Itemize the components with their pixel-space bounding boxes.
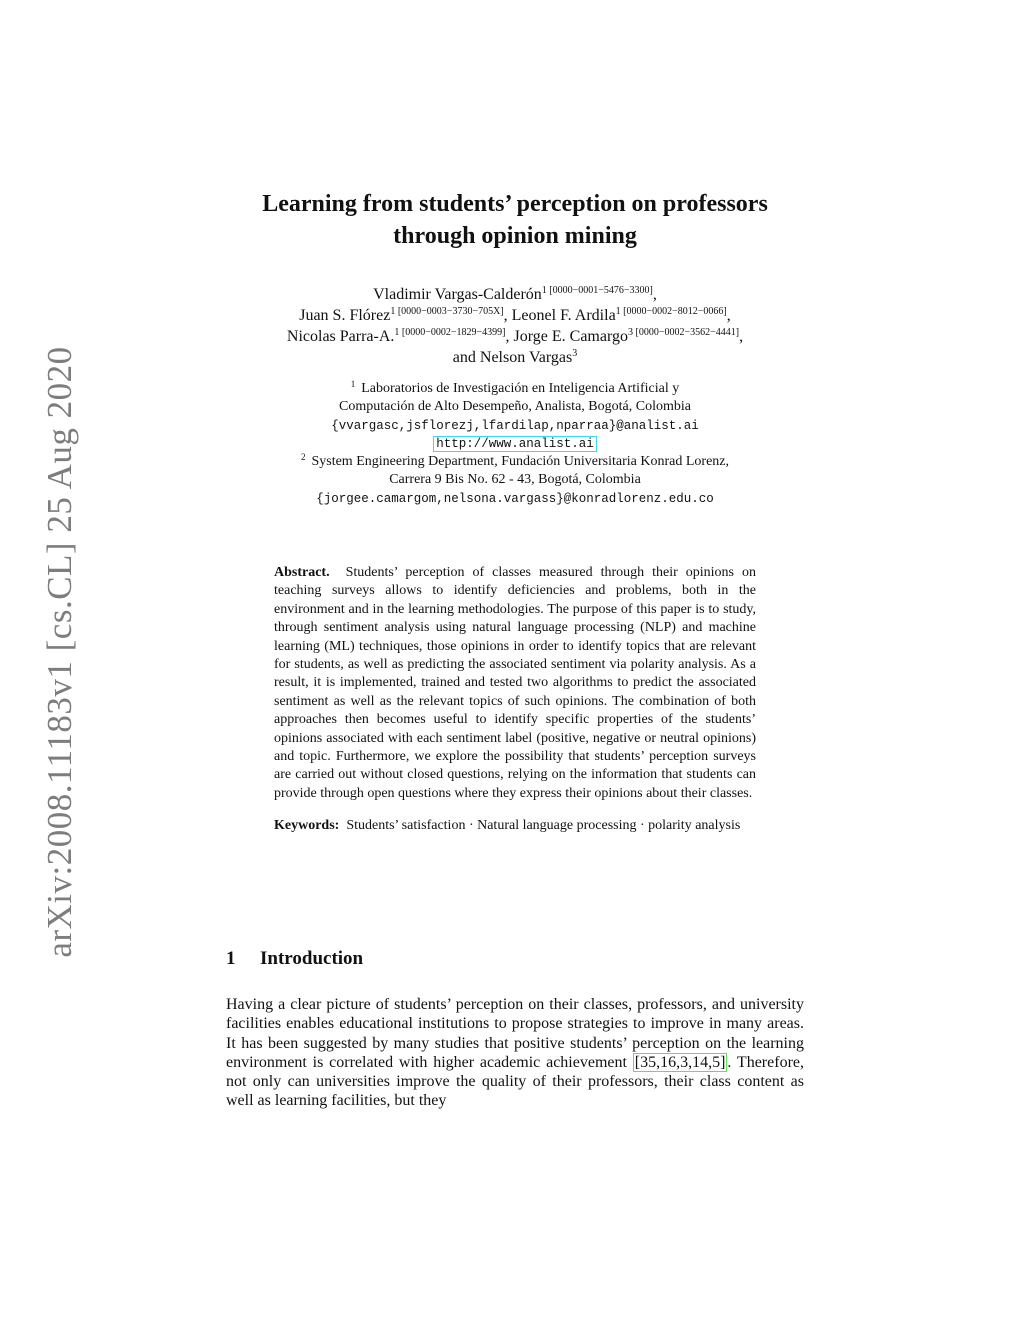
affil-emails: {jorgee.camargom,nelsona.vargass}@konradlorenz.edu.co [316,491,714,506]
affil-emails: {vvargasc,jsflorezj,lfardilap,nparraa}@analist.ai [331,418,699,433]
abstract-label: Abstract. [274,565,330,580]
affil-line: Computación de Alto Desempeño, Analista, Bogotá, Colombia [339,399,691,415]
author-orcid: 1 [0000−0003−3730−705X] [390,306,504,317]
author-orcid: 3 [0000−0002−3562−4441] [628,327,740,338]
author-line-3: Nicolas Parra-A.$^{1 [0000-0002-1829-4399]}$, Jorge E. Camargo$^{3 [0000-0002-3562-4441]}$, [286,327,744,345]
abstract-block [274,564,756,836]
author-orcid: 1 [0000−0001−5476−3300] [541,285,653,296]
section-number: 1 [226,948,236,969]
author-name: Jorge E. Camargo [513,328,628,345]
keywords-label: Keywords: [274,818,340,834]
arxiv-stamp: arXiv:2008.11183v1 [cs.CL] 25 Aug 2020 [40,346,79,958]
keywords-paragraph [274,817,756,835]
author-orcid: 1 [0000−0002−8012−0066] [615,306,727,317]
affil-line: $^1$ Laboratorios de Investigación en Inteligencia Artificial y [350,379,680,396]
author-affil-mark: 3 [572,348,578,359]
author-name: Juan S. Flórez [299,307,391,324]
citation-link[interactable]: [35,16,3,14,5] [634,1053,726,1071]
author-line-1: Vladimir Vargas-Calderón$^{1 [0000-0001-5476-3300]}$, [373,285,657,303]
author-name: Vladimir Vargas-Calderón [373,286,542,303]
affil-number: 2 [300,452,306,463]
affil-url-line [226,435,804,453]
author-line-2: Juan S. Flórez$^{1 [0000-0003-3730-705X]}$, Leonel F. Ardila$^{1 [0000-0002-8012-0066]}$, [299,306,731,324]
affil-url-link[interactable]: http://www.analist.ai [433,436,597,452]
abstract-text: Students’ perception of classes measured through their opinions on teaching surveys allows to identify deficiencies and problems, both in the environment and in the learning methodologies. The purpose of this paper is to study, through sentiment analysis using natural language processing (NLP) and machine learning (ML) techniques, those opinions in order to identify topics that are relevant for students, as well as predicting the associated sentiment via polarity analysis. As a result, it is implemented, trained and tested two algorithms to predict the associated sentiment as well as the relevant topics of such opinions. The combination of both approaches then becomes useful to identify specific properties of the students’ opinions associated with each sentiment label (positive, negative or neutral opinions) and topic. Furthermore, we explore the possibility that students’ perception surveys are carried out without closed questions, relying on the information that students can provide through open questions where they express their opinions about their classes. [274,565,756,801]
section-title: Introduction [260,948,364,969]
author-list [226,284,804,368]
intro-paragraph: Having a clear picture of students’ perception on their classes, professors, and university facilities enables educational institutions to propose strategies to improve in many areas. It has been suggested by many studies that positive students’ perception on the learning environment is correlated with higher academic achievement [35,16,3,14,5] . Therefore, not only can universities improve the quality of their professors, their class content as well as learning facilities, but they [226,996,804,1110]
section-heading [226,948,363,970]
abstract-paragraph [274,564,756,803]
title-line-2: through opinion mining [393,223,637,249]
affil-number: 1 [350,379,356,389]
affiliations [226,380,804,508]
author-orcid: 1 [0000−0002−1829−4399] [394,327,506,338]
paper-title [226,188,804,252]
affil-line: Carrera 9 Bis No. 62 - 43, Bogotá, Colombia [389,472,641,488]
affil-line: $^2$ System Engineering Department, Fundación Universitaria Konrad Lorenz, [300,452,730,470]
author-name: and Nelson Vargas [452,349,573,366]
title-line-1: Learning from students’ perception on professors [262,191,768,217]
keywords-text: Students’ satisfaction · Natural language processing · polarity analysis [346,818,741,834]
author-name: Nicolas Parra-A. [286,328,395,345]
intro-body [226,995,804,1111]
author-line-4 [226,347,804,368]
author-name: Leonel F. Ardila [511,307,616,324]
